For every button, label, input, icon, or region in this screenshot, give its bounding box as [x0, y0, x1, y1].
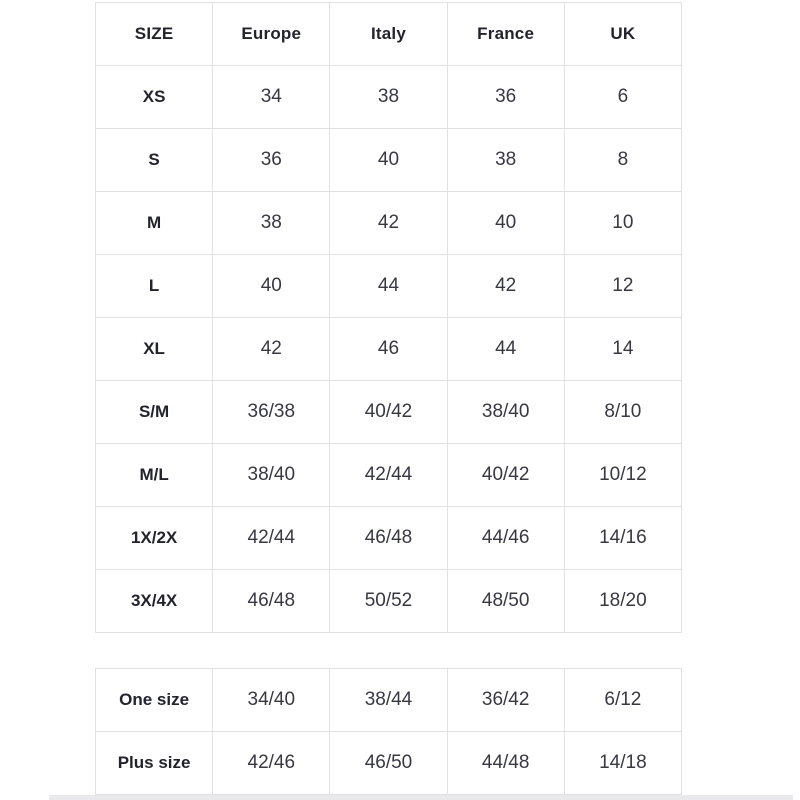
table-row [96, 507, 682, 570]
value-cell: 14 [564, 318, 681, 381]
value-cell: 38/40 [447, 381, 564, 444]
header-cell: SIZE [96, 3, 213, 66]
size-label-cell: Plus size [96, 732, 213, 795]
table-row [96, 669, 682, 732]
table-row [96, 129, 682, 192]
header-cell: Europe [213, 3, 330, 66]
value-cell: 40 [447, 192, 564, 255]
value-cell: 46/48 [330, 507, 447, 570]
value-cell: 40 [213, 255, 330, 318]
value-cell: 10 [564, 192, 681, 255]
value-cell: 46/50 [330, 732, 447, 795]
table-header-row [96, 3, 682, 66]
value-cell: 36/38 [213, 381, 330, 444]
value-cell: 40 [330, 129, 447, 192]
value-cell: 38/44 [330, 669, 447, 732]
header-cell: France [447, 3, 564, 66]
table-row [96, 192, 682, 255]
value-cell: 34/40 [213, 669, 330, 732]
table-row [96, 444, 682, 507]
value-cell: 38 [213, 192, 330, 255]
size-label-cell: XS [96, 66, 213, 129]
value-cell: 46/48 [213, 570, 330, 633]
value-cell: 36/42 [447, 669, 564, 732]
size-label-cell: 3X/4X [96, 570, 213, 633]
value-cell: 42/44 [213, 507, 330, 570]
value-cell: 44 [330, 255, 447, 318]
table-row [96, 570, 682, 633]
value-cell: 48/50 [447, 570, 564, 633]
value-cell: 40/42 [330, 381, 447, 444]
header-cell: UK [564, 3, 681, 66]
special-size-table-container [95, 668, 682, 795]
value-cell: 14/18 [564, 732, 681, 795]
size-label-cell: M/L [96, 444, 213, 507]
table-row [96, 66, 682, 129]
size-label-cell: One size [96, 669, 213, 732]
bottom-divider [49, 795, 793, 800]
header-cell: Italy [330, 3, 447, 66]
value-cell: 40/42 [447, 444, 564, 507]
value-cell: 36 [213, 129, 330, 192]
value-cell: 6 [564, 66, 681, 129]
size-label-cell: S [96, 129, 213, 192]
table-row [96, 381, 682, 444]
table-row [96, 318, 682, 381]
value-cell: 18/20 [564, 570, 681, 633]
value-cell: 8 [564, 129, 681, 192]
value-cell: 34 [213, 66, 330, 129]
value-cell: 8/10 [564, 381, 681, 444]
size-label-cell: XL [96, 318, 213, 381]
value-cell: 38 [447, 129, 564, 192]
special-size-conversion-table [95, 668, 682, 795]
size-label-cell: S/M [96, 381, 213, 444]
value-cell: 42/46 [213, 732, 330, 795]
table-row [96, 255, 682, 318]
tables-wrapper [95, 2, 682, 795]
value-cell: 42 [330, 192, 447, 255]
value-cell: 44/48 [447, 732, 564, 795]
value-cell: 50/52 [330, 570, 447, 633]
value-cell: 6/12 [564, 669, 681, 732]
main-size-conversion-table [95, 2, 682, 633]
value-cell: 12 [564, 255, 681, 318]
value-cell: 44/46 [447, 507, 564, 570]
value-cell: 42 [213, 318, 330, 381]
value-cell: 38 [330, 66, 447, 129]
value-cell: 42 [447, 255, 564, 318]
size-label-cell: L [96, 255, 213, 318]
value-cell: 10/12 [564, 444, 681, 507]
value-cell: 14/16 [564, 507, 681, 570]
value-cell: 38/40 [213, 444, 330, 507]
main-size-table-container [95, 2, 682, 633]
value-cell: 44 [447, 318, 564, 381]
size-label-cell: M [96, 192, 213, 255]
table-row [96, 732, 682, 795]
size-label-cell: 1X/2X [96, 507, 213, 570]
value-cell: 36 [447, 66, 564, 129]
value-cell: 42/44 [330, 444, 447, 507]
value-cell: 46 [330, 318, 447, 381]
